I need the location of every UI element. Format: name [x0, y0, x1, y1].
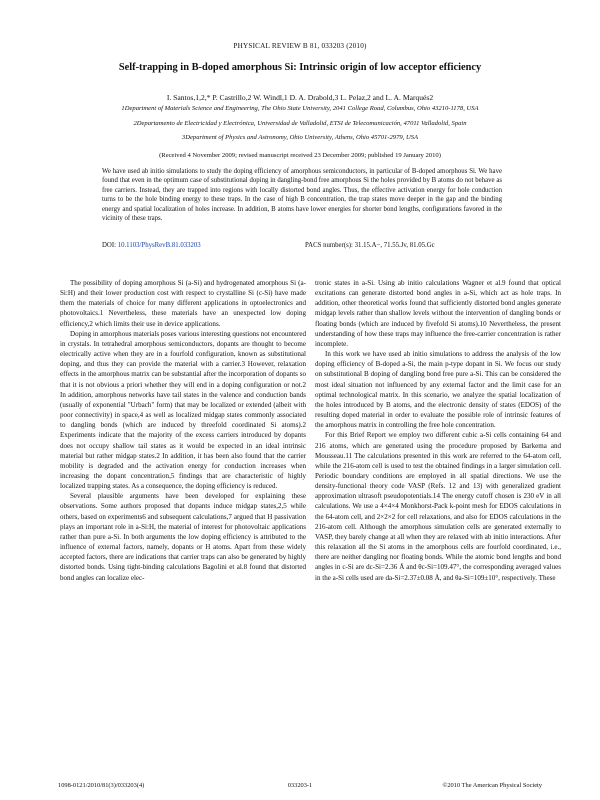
- affiliation-3: 3Department of Physics and Astronomy, Ohio University, Athens, Ohio 45701-2979, USA: [181, 134, 419, 141]
- doi-line: [102, 242, 201, 249]
- doi-link[interactable]: 10.1103/PhysRevB.81.033203: [117, 242, 201, 249]
- body-column-left: [60, 278, 306, 583]
- body-paragraph: Several plausible arguments have been developed for explaining these observations. Some authors proposed that dopants induce midgap states,2,5 while others, based on experiments6 and subsequent calculations,7 argued that H passivation plays an important role in a-Si:H, the material of interest for photovoltaic applications rather than pure a-Si. In both arguments the low doping efficiency is attributed to the influence of external factors, namely, dopants or H atoms. Apart from these widely accepted factors, there are indications that carrier traps can also be generated by highly distorted bonds. Using tight-binding calculations Bagolini et al.8 found that distorted bond angles can localize elec-: [60, 492, 306, 582]
- body-paragraph: In this work we have used ab initio simulations to address the analysis of the low doping efficiency of B-doped a-Si, the main p-type dopant in Si. We focus our study on substitutional B doping of dangling bond free pure a-Si. This can be considered the most ideal situation not influenced by any external factor and the limit case for an optimal technological matrix. In this scenario, we analyze the spatial localization of the holes introduced by B atoms, and the electronic density of states (EDOS) of the resulting doped material in order to evaluate the possible role of intrinsic features of the amorphous matrix in controlling the free hole concentration.: [315, 350, 561, 430]
- pacs-numbers: PACS number(s): 31.15.A−, 71.55.Jv, 81.05.Gc: [305, 242, 435, 249]
- doi-label: DOI:: [102, 242, 116, 249]
- footer-article-code: 1098-0121/2010/81(3)/033203(4): [58, 782, 145, 789]
- paper-title: Self-trapping in B-doped amorphous Si: Intrinsic origin of low acceptor efficiency: [118, 62, 482, 73]
- author-list: I. Santos,1,2,* P. Castrillo,2 W. Windl,1 D. A. Drabold,3 L. Pelaz,2 and L. A. Marqués2: [166, 93, 434, 102]
- body-paragraph: The possibility of doping amorphous Si (a-Si) and hydrogenated amorphous Si (a-Si:H) and their lower production cost with respect to crystalline Si (c-Si) have made them the materials of choice for many different applications in optoelectronics and photovoltaics.1 Nevertheless, these materials have an unexpected low doping efficiency,2 which limits their use in device applications.: [60, 279, 306, 328]
- affiliation-2: 2Departamento de Electricidad y Electrónica, Universidad de Valladolid, ETSI de Telecomunicación, 47011 Valladolid, Spain: [133, 120, 467, 127]
- footer-page-number: 033203-1: [287, 782, 313, 789]
- abstract: We have used ab initio simulations to study the doping efficiency of amorphous semiconductors, in particular of B-doped amorphous Si. We have found that even in the optimum case of substitutional doping in dangling-bond free amorphous Si the holes provided by B atoms do not behave as free carriers. Instead, they are trapped into regions with locally distorted bond angles. Thus, the effective activation energy for hole conduction turns to be the hole binding energy to these traps. In the case of high B concentration, the trap states move deeper in the gap and the binding energy and spatial localization of holes increase. In addition, B atoms have lower energies for shorter bond lengths, configurations favored in the vicinity of these traps.: [102, 168, 502, 223]
- body-column-right: [315, 278, 561, 583]
- body-paragraph: Doping in amorphous materials poses various interesting questions not encountered in crystals. In tetrahedral amorphous semiconductors, dopants are thought to become electrically active when they are in a fourfold configuration, known as substitutional doping, and thus they can provide the material with a carrier.3 However, relaxation effects in the amorphous matrix can be substantial after the incorporation of dopants so that it is not obvious a priori whether they will end in a doping configuration or not.2 In addition, amorphous networks have tail states in the valence and conduction bands (usually of exponential "Urbach" form) that may be localized or extended (albeit with poor connectivity) in space,4 as well as localized midgap states commonly associated to dangling bonds (which are induced by threefold coordinated Si atoms).2 Experiments indicate that the majority of the excess carriers introduced by dopants does not occupy shallow tail states as it would be expected in an ideal intrinsic material but rather midgap states.2 In addition, it has been also found that the carrier mobility is degraded and the activation energy for conduction increases when increasing the dopant concentration,5 findings that are characteristic of highly localized trapping states. As a consequence, the doping efficiency is reduced.: [60, 329, 306, 491]
- received-dates: (Received 4 November 2009; revised manuscript received 23 December 2009; published 19 January 2010): [159, 152, 441, 159]
- journal-header: PHYSICAL REVIEW B 81, 033203 (2010): [233, 42, 367, 50]
- body-paragraph: tronic states in a-Si. Using ab initio calculations Wagner et al.9 found that optical excitations can generate distorted bond angles in a-Si, which act as hole traps. In addition, other theoretical works found that sufficiently distorted bond angles generate midgap levels rather than shallow levels without the intervention of dangling bonds or floating bonds (which are induced by fivefold Si atoms).10 Nevertheless, the present understanding of how these traps may influence the free-carrier concentration is rather incomplete.: [315, 279, 561, 348]
- body-paragraph: For this Brief Report we employ two different cubic a-Si cells containing 64 and 216 atoms, which are generated using the procedure proposed by Barkema and Mousseau.11 The calculations presented in this work are referred to the 64-atom cell, while the 216-atom cell is used to test the obtained findings in a larger simulation cell. Periodic boundary conditions are employed in all spatial directions. We use the density-functional theory code VASP (Refs. 12 and 13) with generalized gradient approximation ultrasoft pseudopotentials.14 The energy cutoff chosen is 230 eV in all calculations. We use a 4×4×4 Monkhorst-Pack k-point mesh for EDOS calculations in the 64-atom cell, and 2×2×2 for cell relaxations, and also for EDOS calculations in the 216-atom cell. Although the amorphous simulation cells are generated externally to VASP, they barely change at all when they are relaxed with ab initio interactions. After this relaxation all the Si atoms in the amorphous cells are fourfold coordinated, i.e., there are neither dangling nor floating bonds. While the atomic bond lengths and bond angles in c-Si are dc-Si=2.36 Å and θc-Si=109.47°, the corresponding averaged values in the a-Si cells used are da-Si=2.37±0.08 Å, and θa-Si=109±10°, respectively. These: [315, 431, 561, 582]
- affiliation-1: 1Department of Materials Science and Engineering, The Ohio State University, 2041 College Road, Columbus, Ohio 43210-1178, USA: [121, 105, 479, 112]
- footer-copyright: ©2010 The American Physical Society: [442, 782, 542, 789]
